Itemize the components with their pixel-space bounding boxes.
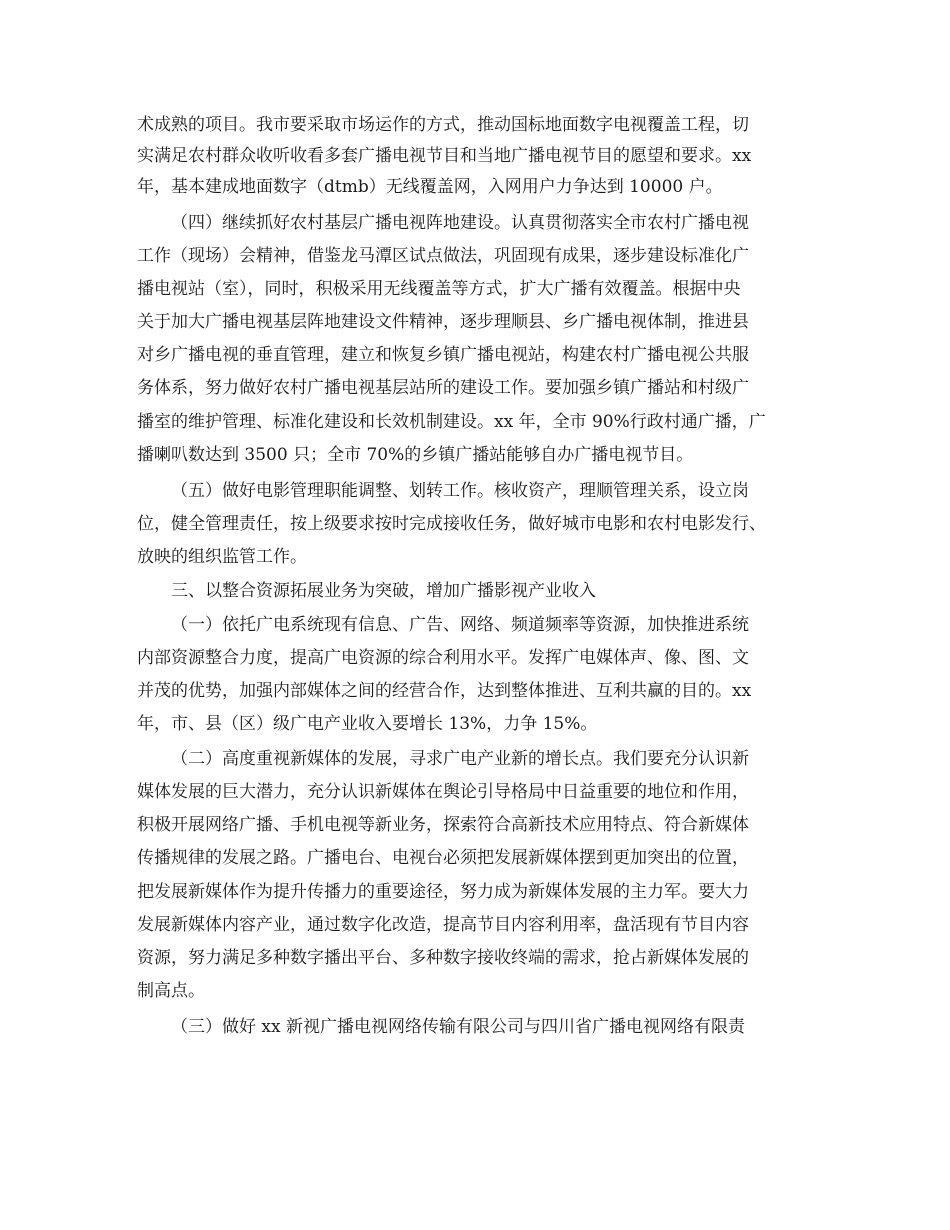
text-line: 传播规律的发展之路。广播电台、电视台必须把发展新媒体摆到更加突出的位置，	[137, 848, 749, 868]
text-line: 年，市、县（区）级广电产业收入要增长 13%，力争 15%。	[137, 714, 598, 734]
text-line: 放映的组织监管工作。	[137, 547, 307, 567]
text-line: 播室的维护管理、标准化建设和长效机制建设。xx 年，全市 90%行政村通广播，广	[137, 412, 766, 432]
paragraph-start-line: （四）继续抓好农村基层广播电视阵地建设。认真贯彻落实全市农村广播电视	[171, 213, 749, 233]
text-line: 务体系，努力做好农村广播电视基层站所的建设工作。要加强乡镇广播站和村级广	[137, 378, 749, 398]
text-line: 并茂的优势，加强内部媒体之间的经营合作，达到整体推进、互利共赢的目的。xx	[137, 681, 752, 701]
text-line: 播电视站（室），同时，积极采用无线覆盖等方式，扩大广播有效覆盖。根据中央	[137, 279, 741, 299]
paragraph-start-line: （五）做好电影管理职能调整、划转工作。核收资产，理顺管理关系，设立岗	[171, 481, 749, 501]
text-line: 位，健全管理责任，按上级要求按时完成接收任务，做好城市电影和农村电影发行、	[137, 514, 766, 534]
section-heading: 三、以整合资源拓展业务为突破，增加广播影视产业收入	[171, 581, 596, 601]
text-line: 实满足农村群众收听收看多套广播电视节目和当地广播电视节目的愿望和要求。xx	[137, 146, 752, 166]
text-line: 年，基本建成地面数字（dtmb）无线覆盖网，入网用户力争达到 10000 户。	[137, 177, 723, 197]
text-line: 术成熟的项目。我市要采取市场运作的方式，推动国标地面数字电视覆盖工程，切	[137, 115, 749, 135]
text-line: 把发展新媒体作为提升传播力的重要途径，努力成为新媒体发展的主力军。要大力	[137, 882, 749, 902]
text-line: 制高点。	[137, 981, 205, 1001]
text-line: 内部资源整合力度，提高广电资源的综合利用水平。发挥广电媒体声、像、图、文	[137, 648, 749, 668]
text-line: 对乡广播电视的垂直管理，建立和恢复乡镇广播电视站，构建农村广播电视公共服	[137, 345, 749, 365]
text-line: 关于加大广播电视基层阵地建设文件精神，逐步理顺县、乡广播电视体制，推进县	[137, 312, 749, 332]
text-line: 媒体发展的巨大潜力，充分认识新媒体在舆论引导格局中日益重要的地位和作用，	[137, 782, 749, 802]
text-line: 发展新媒体内容产业，通过数字化改造，提高节目内容利用率，盘活现有节目内容	[137, 915, 749, 935]
paragraph-start-line: （一）依托广电系统现有信息、广告、网络、频道频率等资源，加快推进系统	[171, 615, 749, 635]
text-line: 积极开展网络广播、手机电视等新业务，探索符合高新技术应用特点、符合新媒体	[137, 815, 749, 835]
text-line: 工作（现场）会精神，借鉴龙马潭区试点做法，巩固现有成果，逐步建设标准化广	[137, 246, 749, 266]
text-line: 资源，努力满足多种数字播出平台、多种数字接收终端的需求，抢占新媒体发展的	[137, 948, 749, 968]
paragraph-start-line: （三）做好 xx 新视广播电视网络传输有限公司与四川省广播电视网络有限责	[171, 1017, 745, 1037]
paragraph-start-line: （二）高度重视新媒体的发展，寻求广电产业新的增长点。我们要充分认识新	[171, 749, 749, 769]
text-line: 播喇叭数达到 3500 只；全市 70%的乡镇广播站能够自办广播电视节目。	[137, 445, 694, 465]
